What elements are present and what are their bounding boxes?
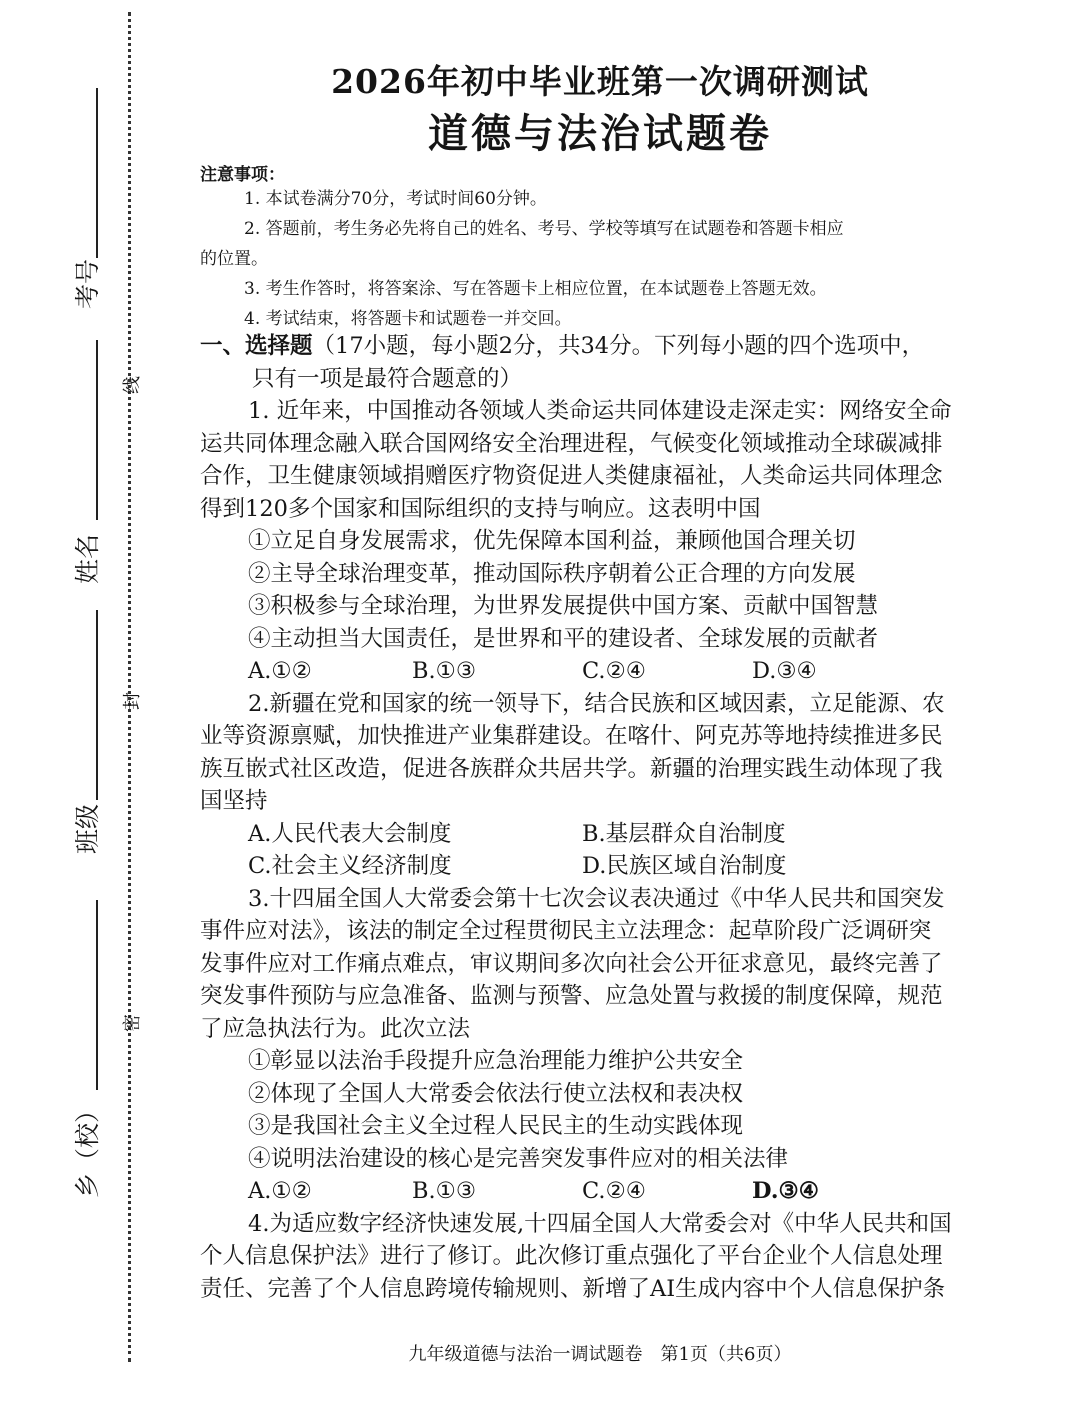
class-blank xyxy=(96,610,98,800)
q2-option-c: C.社会主义经济制度 xyxy=(248,853,452,879)
q3-item: ②体现了全国人大常委会依法行使立法权和表决权 xyxy=(248,1080,744,1107)
mark-xian: 线 xyxy=(122,376,143,394)
q1-option-c: C.②④ xyxy=(582,658,646,684)
q3-item: ①彰显以法治手段提升应急治理能力维护公共安全 xyxy=(248,1048,744,1074)
q3-stem-line: 3.十四届全国人大常委会第十七次会议表决通过《中华人民共和国突发 xyxy=(248,885,945,912)
q3-option-d: D.③④ xyxy=(752,1178,819,1204)
question-body xyxy=(200,330,1012,1305)
q3-option-c: C.②④ xyxy=(582,1178,646,1204)
q2-stem-line: 国坚持 xyxy=(200,788,268,814)
exam-subtitle: 道德与法治试题卷 xyxy=(428,110,772,157)
section-desc: 只有一项是最符合题意的） xyxy=(252,365,523,392)
name-label: 姓名 xyxy=(73,534,102,585)
q1-option-d: D.③④ xyxy=(752,658,817,684)
q1-stem-line: 1. 近年来，中国推动各领域人类命运共同体建设走深走实：网络安全命 xyxy=(248,398,952,424)
q1-item: ③积极参与全球治理，为世界发展提供中国方案、贡献中国智慧 xyxy=(248,593,879,619)
note-item: 3. 考生作答时，将答案涂、写在答题卡上相应位置，在本试题卷上答题无效。 xyxy=(244,279,827,299)
q2-option-a: A.人民代表大会制度 xyxy=(248,820,452,847)
q3-stem-line: 突发事件预防与应急准备、监测与预警、应急处置与救援的制度保障，规范 xyxy=(200,983,943,1009)
exam-number-label: 考号 xyxy=(73,259,102,310)
exam-number-blank xyxy=(96,88,98,258)
q1-stem-line: 得到120多个国家和国际组织的支持与响应。这表明中国 xyxy=(200,495,761,522)
q2-options-row2 xyxy=(200,850,1012,883)
binding-dotted-line xyxy=(128,12,131,1362)
notes-list xyxy=(200,184,1012,334)
notes-title: 注意事项： xyxy=(200,165,285,185)
mark-feng: 封 xyxy=(122,692,143,710)
class-label: 班级 xyxy=(73,804,102,855)
q3-item: ④说明法治建设的核心是完善突发事件应对的相关法律 xyxy=(248,1145,789,1172)
exam-title: 2026年初中毕业班第一次调研测试 xyxy=(331,62,869,101)
q3-stem-line: 了应急执法行为。此次立法 xyxy=(200,1015,471,1042)
q3-stem-line: 事件应对法》，该法的制定全过程贯彻民主立法理念：起草阶段广泛调研突 xyxy=(200,918,932,944)
q3-options xyxy=(200,1175,1012,1208)
q2-stem-line: 2.新疆在党和国家的统一领导下，结合民族和区域因素，立足能源、农 xyxy=(248,690,945,717)
q1-item: ④主动担当大国责任，是世界和平的建设者、全球发展的贡献者 xyxy=(248,625,879,652)
q3-item: ③是我国社会主义全过程人民民主的生动实践体现 xyxy=(248,1113,744,1139)
note-item: 2. 答题前，考生务必先将自己的姓名、考号、学校等填写在试题卷和答题卡相应 xyxy=(244,219,844,239)
q2-options-row1 xyxy=(200,818,1012,851)
q1-options xyxy=(200,655,1012,688)
school-blank xyxy=(96,900,98,1090)
page-footer: 九年级道德与法治一调试题卷 第1页（共6页） xyxy=(408,1344,792,1365)
q1-option-b: B.①③ xyxy=(412,658,477,684)
q1-stem-line: 合作，卫生健康领域捐赠医疗物资促进人类健康福祉，人类命运共同体理念 xyxy=(200,463,943,489)
name-blank xyxy=(96,340,98,520)
q1-item: ②主导全球治理变革，推动国际秩序朝着公正合理的方向发展 xyxy=(248,560,856,587)
q2-option-d: D.民族区域自治制度 xyxy=(582,853,787,879)
note-item: 的位置。 xyxy=(200,249,268,269)
q3-option-a: A.①② xyxy=(248,1178,312,1204)
q3-stem-line: 发事件应对工作痛点难点，审议期间多次向社会公开征求意见，最终完善了 xyxy=(200,950,943,977)
q2-option-b: B.基层群众自治制度 xyxy=(582,820,786,847)
q2-stem-line: 族互嵌式社区改造，促进各族群众共居共学。新疆的治理实践生动体现了我 xyxy=(200,755,943,782)
q3-option-b: B.①③ xyxy=(412,1178,477,1204)
q1-option-a: A.①② xyxy=(248,658,312,684)
q4-stem-line: 个人信息保护法》进行了修订。此次修订重点强化了平台企业个人信息处理 xyxy=(200,1243,943,1269)
q4-stem-line: 责任、完善了个人信息跨境传输规则、新增了AI生成内容中个人信息保护条 xyxy=(200,1275,946,1302)
q1-item: ①立足自身发展需求，优先保障本国利益，兼顾他国合理关切 xyxy=(248,528,856,554)
q1-stem-line: 运共同体理念融入联合国网络安全治理进程，气候变化领域推动全球碳减排 xyxy=(200,430,943,457)
mark-mi: 密 xyxy=(122,1014,143,1032)
note-item: 4. 考试结束，将答题卡和试题卷一并交回。 xyxy=(244,309,572,329)
school-label: 乡（校） xyxy=(73,1097,102,1198)
section-heading: 一、选择题（17小题，每小题2分，共34分。下列每小题的四个选项中， xyxy=(200,333,925,359)
q2-stem-line: 业等资源禀赋，加快推进产业集群建设。在喀什、阿克苏等地持续推进多民 xyxy=(200,723,943,749)
note-item: 1. 本试卷满分70分，考试时间60分钟。 xyxy=(244,189,547,209)
q4-stem-line: 4.为适应数字经济快速发展,十四届全国人大常委会对《中华人民共和国 xyxy=(248,1210,952,1237)
